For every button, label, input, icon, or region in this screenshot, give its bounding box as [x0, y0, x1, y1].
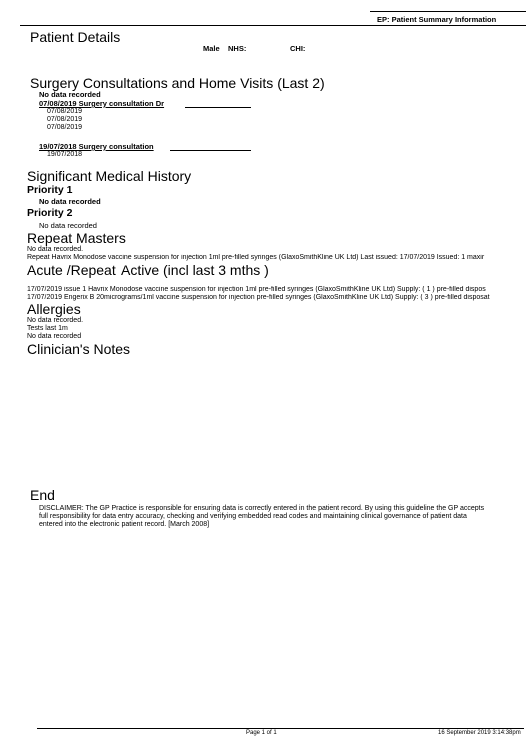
header-title: EP: Patient Summary Information	[377, 15, 497, 24]
allergies-heading: Allergies	[27, 301, 81, 317]
medical-history-heading: Significant Medical History	[27, 168, 192, 184]
allergies-no-data: No data recorded.	[27, 317, 84, 324]
priority-1-heading: Priority 1	[27, 184, 73, 196]
disclaimer-line: entered into the electronic patient record. [March 2008]	[39, 521, 210, 528]
repeat-no-data: No data recorded.	[27, 246, 84, 253]
consultation-date: 07/08/2019	[47, 124, 83, 131]
disclaimer-line: DISCLAIMER: The GP Practice is responsible for ensuring data is correctly entered in the patient record. By using this guideline the GP accepts	[39, 505, 485, 512]
consultation-date: 07/08/2019	[47, 108, 83, 115]
end-heading: End	[30, 487, 55, 503]
page-number: Page 1 of 1	[246, 730, 277, 736]
consultation-title-rule	[170, 150, 251, 151]
priority-1-text: No data recorded	[39, 197, 101, 206]
priority-2-text: No data recorded	[39, 221, 97, 230]
nhs-label: NHS:	[228, 44, 247, 53]
consultations-heading: Surgery Consultations and Home Visits (Last 2)	[30, 75, 325, 91]
acute-line: 17/07/2019 Engerix B 20micrograms/1ml vaccine suspension for injection pre-filled syringes (GlaxoSmithKline UK Ltd) Supply: ( 3 ) pre-filled disposat	[27, 294, 490, 301]
repeat-masters-heading: Repeat Masters	[27, 230, 126, 246]
footer-rule	[37, 728, 524, 729]
tests-label: Tests last 1m	[27, 325, 68, 332]
chi-label: CHI:	[290, 44, 306, 53]
patient-details-heading: Patient Details	[30, 29, 121, 45]
clinicians-notes-heading: Clinician's Notes	[27, 341, 131, 357]
consultations-no-data: No data recorded	[39, 90, 101, 99]
print-timestamp: 16 September 2019 3:14:38pm	[438, 730, 521, 736]
header-rule-bottom	[20, 25, 526, 26]
acute-repeat-heading: Acute /Repeat	[27, 262, 116, 278]
tests-no-data: No data recorded	[27, 333, 82, 340]
patient-sex: Male	[203, 44, 220, 53]
acute-active-label: Active (incl last 3 mths )	[121, 262, 269, 278]
priority-2-heading: Priority 2	[27, 207, 73, 219]
consultation-date: 19/07/2018	[47, 151, 83, 158]
repeat-master-line: Repeat Havrix Monodose vaccine suspension for injection 1ml pre-filled syringes (GlaxoSmithKline UK Ltd) Last issued: 17/07/2019 Issued: 1 maxir	[27, 254, 485, 261]
disclaimer-line: full responsibility for data entry accuracy, checking and verifying embedded read codes and maintaining clinical governance of patient data	[39, 513, 467, 520]
acute-line: 17/07/2019 issue 1 Havrix Monodose vaccine suspension for injection 1ml pre-filled syringes (GlaxoSmithKline UK Ltd) Supply: ( 1 ) pre-filled dispos	[27, 286, 486, 293]
consultation-title: 07/08/2019 Surgery consultation Dr	[39, 99, 165, 108]
consultation-title: 19/07/2018 Surgery consultation	[39, 142, 154, 151]
header-rule	[370, 11, 526, 12]
consultation-date: 07/08/2019	[47, 116, 83, 123]
consultation-title-rule	[185, 107, 251, 108]
